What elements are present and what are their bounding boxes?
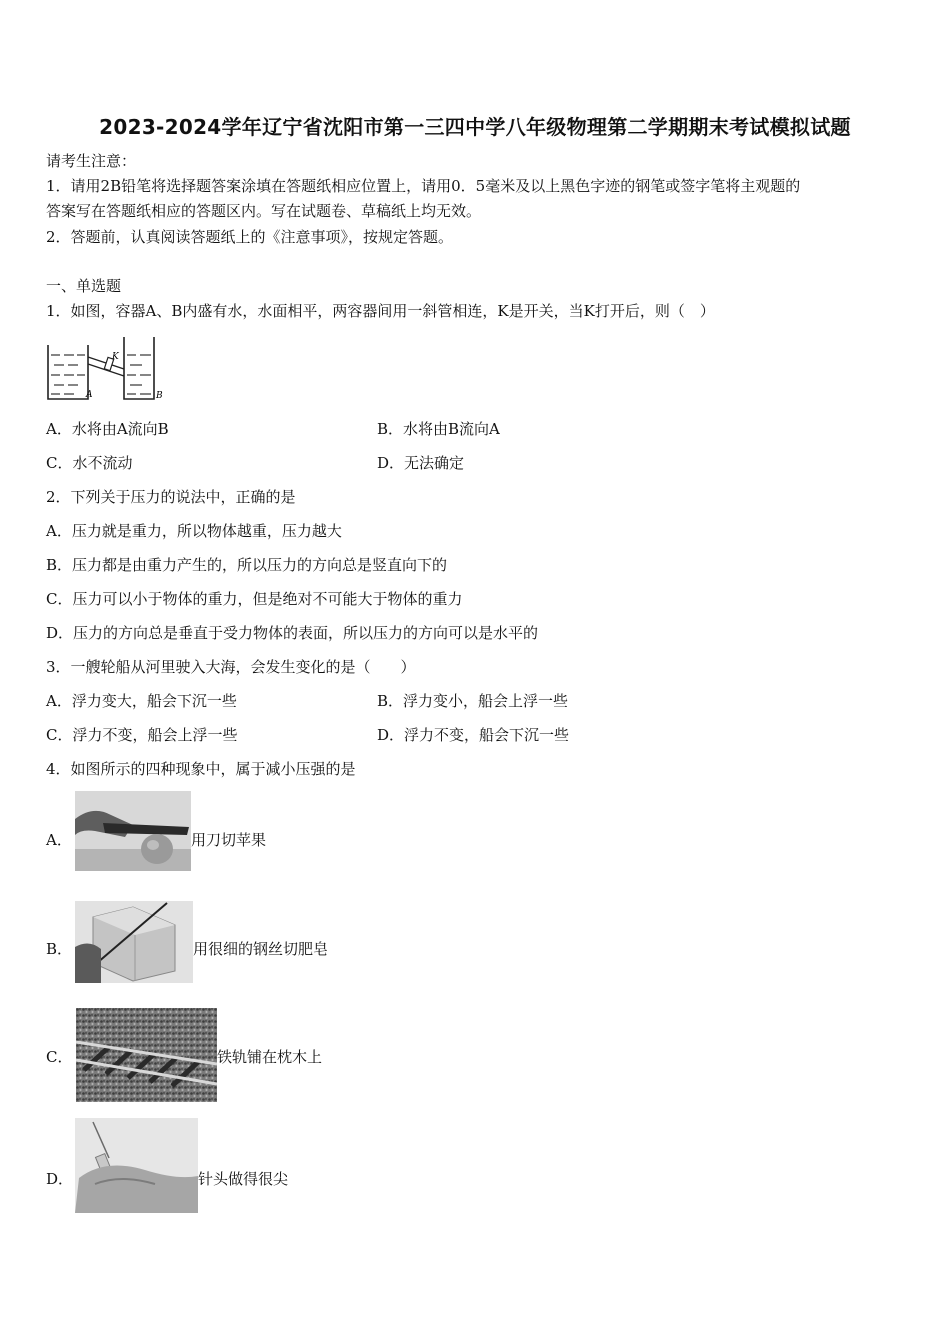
q4-option-a-image — [75, 791, 191, 871]
q4-option-d-text: 针头做得很尖 — [198, 1170, 289, 1188]
q2-option-c: C．压力可以小于物体的重力，但是绝对不可能大于物体的重力 — [46, 590, 463, 608]
q1-option-d: D．无法确定 — [377, 454, 465, 472]
q2-option-b: B．压力都是由重力产生的，所以压力的方向总是竖直向下的 — [46, 556, 448, 574]
q1-figure-label-k: K — [112, 352, 119, 362]
q1-figure-label-a: A — [86, 390, 93, 400]
q3-option-c: C．浮力不变，船会上浮一些 — [46, 726, 238, 744]
q4-option-d-letter: D． — [46, 1170, 74, 1188]
q3-stem: 3．一艘轮船从河里驶入大海，会发生变化的是（ ） — [46, 658, 416, 676]
notice-line-3: 2．答题前，认真阅读答题纸上的《注意事项》，按规定答题。 — [46, 228, 454, 246]
q4-option-b-text: 用很细的钢丝切肥皂 — [193, 940, 329, 958]
q4-option-a-letter: A． — [46, 831, 72, 849]
q4-option-c-image — [76, 1008, 217, 1102]
q2-stem: 2．下列关于压力的说法中，正确的是 — [46, 488, 296, 506]
q3-option-d: D．浮力不变，船会下沉一些 — [377, 726, 570, 744]
q3-option-a: A．浮力变大，船会下沉一些 — [46, 692, 237, 710]
notice-line-2: 答案写在答题纸相应的答题区内。写在试题卷、草稿纸上均无效。 — [46, 202, 482, 220]
q4-stem: 4．如图所示的四种现象中，属于减小压强的是 — [46, 760, 356, 778]
q4-option-a-text: 用刀切苹果 — [191, 831, 267, 849]
q2-option-d: D．压力的方向总是垂直于受力物体的表面，所以压力的方向可以是水平的 — [46, 624, 539, 642]
q1-option-c: C．水不流动 — [46, 454, 133, 472]
q1-option-b: B．水将由B流向A — [377, 420, 500, 438]
notice-heading: 请考生注意： — [46, 152, 137, 170]
q2-option-a: A．压力就是重力，所以物体越重，压力越大 — [46, 522, 342, 540]
q1-containers-figure — [46, 333, 168, 403]
q3-option-b: B．浮力变小，船会上浮一些 — [377, 692, 569, 710]
q4-option-c-letter: C． — [46, 1048, 73, 1066]
page-title: 2023-2024学年辽宁省沈阳市第一三四中学八年级物理第二学期期末考试模拟试题 — [99, 115, 851, 139]
q4-option-b-letter: B． — [46, 940, 73, 958]
q1-figure-label-b: B — [156, 391, 163, 401]
section-title: 一、单选题 — [46, 277, 122, 295]
q4-option-d-image — [75, 1118, 198, 1213]
notice-line-1: 1．请用2B铅笔将选择题答案涂填在答题纸相应位置上，请用0．5毫米及以上黑色字迹的钢笔或签字笔将主观题的 — [46, 177, 801, 195]
q4-option-b-image — [75, 901, 193, 983]
q1-stem: 1．如图，容器A、B内盛有水，水面相平，两容器间用一斜管相连，K是开关，当K打开后，则（ ） — [46, 302, 715, 320]
q4-option-c-text: 铁轨铺在枕木上 — [217, 1048, 323, 1066]
q1-option-a: A．水将由A流向B — [46, 420, 169, 438]
